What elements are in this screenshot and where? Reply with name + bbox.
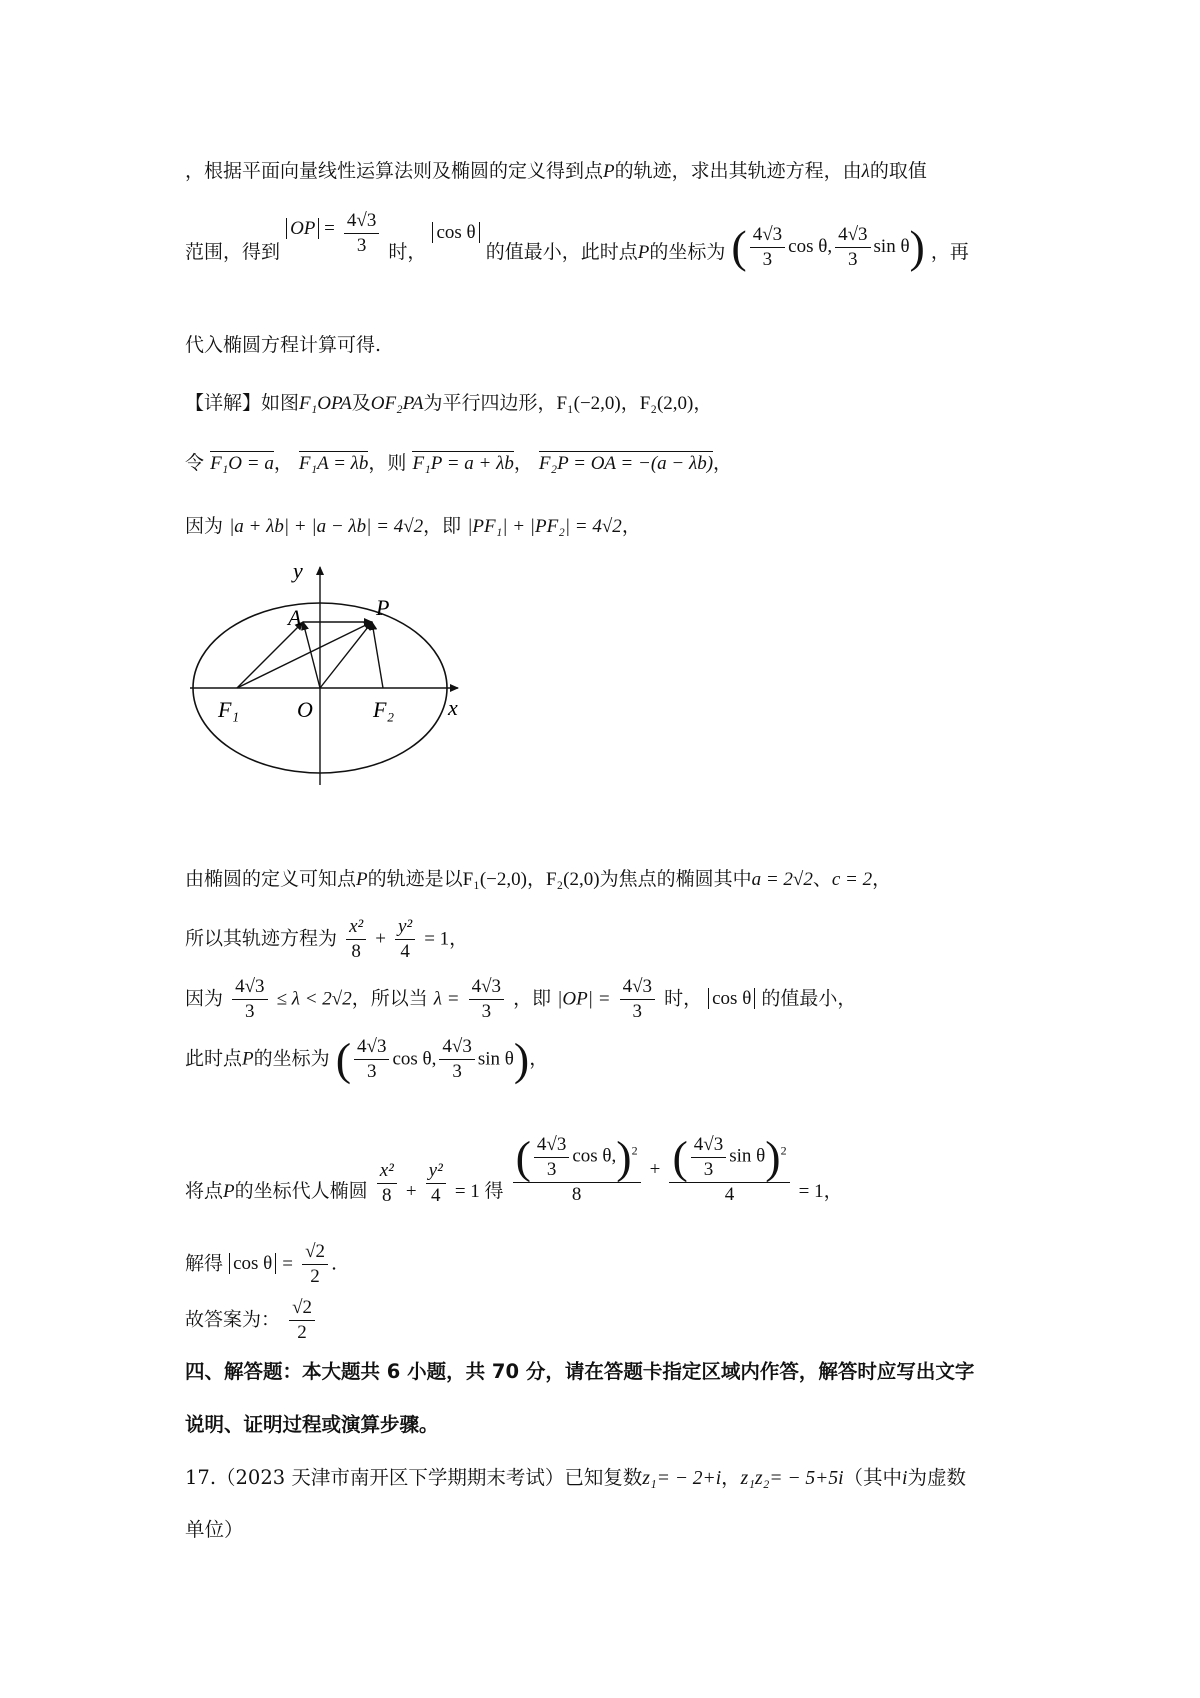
para1-line1: ，根据平面向量线性运算法则及椭圆的定义得到点P的轨迹，求出其轨迹方程，由λ的取值	[185, 160, 927, 182]
solution-line2: 所以其轨迹方程为 $\frac{\text{x²}}{8}$ + $\frac{\text{y²}}{4}$ = 1，	[185, 916, 469, 962]
point-P-label: P	[376, 595, 390, 620]
solution-line6: 解得 cos θ = $\frac{√2}{2}$ .	[185, 1241, 338, 1287]
solution-line4: 此时点P的坐标为 ( $\frac{4√3}{3}$ cos θ, $\frac{4√3}{3}$ sin θ)，	[185, 1033, 549, 1085]
detail-line3: 因为 |a + λb| + |a − λb| = 4√2，即 |PF₁| + |PF₂| = 4√2，	[185, 515, 641, 537]
vector-F1P	[237, 622, 372, 688]
ellipse-figure	[190, 545, 510, 830]
section4-heading-line2: 说明、证明过程或演算步骤。	[185, 1413, 439, 1436]
vector-OP	[320, 622, 372, 688]
detail-line1: 【详解】如图F₁OPA及OF₂PA为平行四边形，F₁(−2,0)，F₂(2,0)，	[185, 392, 713, 414]
detail-line2: 令 F₁O = a， F₁A = λb，则 F₁P = a + λb， F₂P = OA = −(a − λb)，	[185, 452, 733, 474]
para1-line3: 代入椭圆方程计算可得.	[185, 334, 382, 356]
q17-line1: 17.（2023 天津市南开区下学期期末考试）已知复数z₁= − 2+i，z₁z₂= − 5+5i（其中i为虚数	[185, 1466, 966, 1489]
para1-line2: 范围，得到 OP = $\frac{4√3}{3}$ 时， cos θ 的值最小，此时点P的坐标为 ( $\frac{4√3}{3}$ cos θ, $\frac{4√3}{3}$ sin θ) ，再	[185, 210, 969, 273]
point-O-label: O	[297, 697, 313, 722]
q17-line2: 单位）	[185, 1518, 244, 1541]
solution-line5: 将点P的坐标代人椭圆 $\frac{\text{x²}}{8}$ + $\frac{\text{y²}}{4}$ = 1 得 ( $\frac{4√3}{3}$ cos θ,)$^2$ 8 + ( $\frac{4√3}{3}$ sin θ)$^2$ 4 = 1，	[185, 1131, 843, 1207]
vector-F2P	[372, 622, 383, 688]
point-F1-label: F₁	[218, 697, 240, 722]
y-axis-label: y	[293, 558, 303, 583]
solution-line3: 因为 $\frac{4√3}{3}$ ≤ λ < 2√2，所以当 λ = $\frac{4√3}{3}$ ，即 |OP| = $\frac{4√3}{3}$ 时， cos θ 的值最小，	[185, 976, 857, 1022]
solution-line7: 故答案为： $\frac{√2}{2}$	[185, 1296, 318, 1345]
point-F2-label: F₂	[373, 697, 395, 722]
vector-F1A	[237, 622, 303, 688]
point-A-label: A	[288, 605, 302, 630]
x-axis-label: x	[448, 695, 458, 720]
section4-heading-line1: 四、解答题：本大题共 6 小题，共 70 分，请在答题卡指定区域内作答，解答时应写出文字	[185, 1360, 975, 1383]
solution-line1: 由椭圆的定义可知点P的轨迹是以F₁(−2,0)，F₂(2,0)为焦点的椭圆其中a = 2√2、c = 2，	[185, 868, 892, 890]
